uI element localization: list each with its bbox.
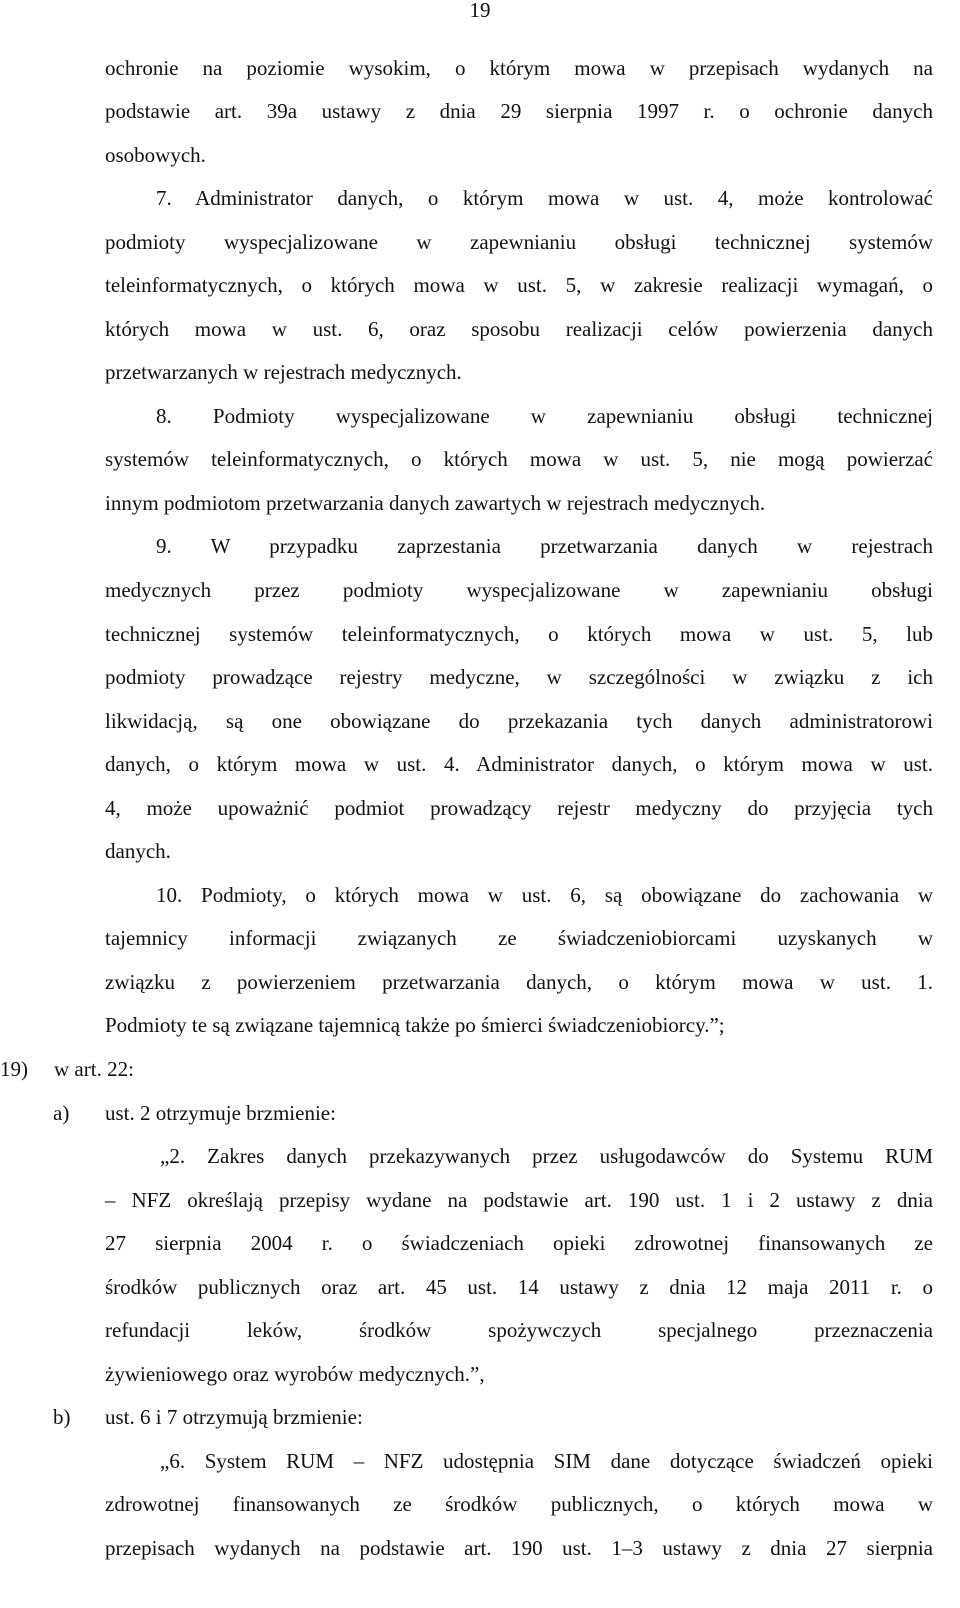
page-number: 19 xyxy=(469,0,491,22)
text-line: których mowa w ust. 6, oraz sposobu realizacji celów powierzenia danych xyxy=(105,317,933,341)
text-line: „2. Zakres danych przekazywanych przez usługodawców do Systemu RUM xyxy=(160,1144,933,1168)
text-line: systemów teleinformatycznych, o których mowa w ust. 5, nie mogą powierzać xyxy=(105,447,933,471)
list-item-text: ust. 2 otrzymuje brzmienie: xyxy=(105,1101,336,1125)
text-line: technicznej systemów teleinformatycznych, o których mowa w ust. 5, lub xyxy=(105,622,933,646)
text-line: Podmioty te są związane tajemnicą także po śmierci świadczeniobiorcy.”; xyxy=(105,1013,725,1037)
list-item-text: w art. 22: xyxy=(54,1057,134,1081)
text-line: teleinformatycznych, o których mowa w ust. 5, w zakresie realizacji wymagań, o xyxy=(105,273,933,297)
text-line: 9. W przypadku zaprzestania przetwarzania danych w rejestrach xyxy=(156,534,933,558)
text-line: ochronie na poziomie wysokim, o którym mowa w przepisach wydanych na xyxy=(105,56,933,80)
list-marker: 19) xyxy=(0,1057,28,1081)
list-marker: b) xyxy=(53,1405,71,1429)
text-line: 7. Administrator danych, o którym mowa w ust. 4, może kontrolować xyxy=(156,186,933,210)
text-line: danych, o którym mowa w ust. 4. Administrator danych, o którym mowa w ust. xyxy=(105,752,933,776)
text-line: – NFZ określają przepisy wydane na podstawie art. 190 ust. 1 i 2 ustawy z dnia xyxy=(105,1188,933,1212)
text-line: osobowych. xyxy=(105,143,206,167)
text-line: podstawie art. 39a ustawy z dnia 29 sierpnia 1997 r. o ochronie danych xyxy=(105,99,933,123)
text-line: przepisach wydanych na podstawie art. 190 ust. 1–3 ustawy z dnia 27 sierpnia xyxy=(105,1536,933,1560)
text-line: przetwarzanych w rejestrach medycznych. xyxy=(105,360,462,384)
text-line: innym podmiotom przetwarzania danych zawartych w rejestrach medycznych. xyxy=(105,491,766,515)
text-line: środków publicznych oraz art. 45 ust. 14 ustawy z dnia 12 maja 2011 r. o xyxy=(105,1275,933,1299)
text-line: medycznych przez podmioty wyspecjalizowane w zapewnianiu obsługi xyxy=(105,578,933,602)
text-line: podmioty prowadzące rejestry medyczne, w szczególności w związku z ich xyxy=(105,665,933,689)
list-marker: a) xyxy=(53,1101,70,1125)
text-line: 10. Podmioty, o których mowa w ust. 6, są obowiązane do zachowania w xyxy=(156,883,933,907)
text-line: tajemnicy informacji związanych ze świadczeniobiorcami uzyskanych w xyxy=(105,926,933,950)
text-line: likwidacją, są one obowiązane do przekazania tych danych administratorowi xyxy=(105,709,933,733)
list-item-text: ust. 6 i 7 otrzymują brzmienie: xyxy=(105,1405,363,1429)
text-line: związku z powierzeniem przetwarzania danych, o którym mowa w ust. 1. xyxy=(105,970,933,994)
text-line: żywieniowego oraz wyrobów medycznych.”, xyxy=(105,1362,485,1386)
text-line: zdrowotnej finansowanych ze środków publicznych, o których mowa w xyxy=(105,1492,933,1516)
text-line: podmioty wyspecjalizowane w zapewnianiu obsługi technicznej systemów xyxy=(105,230,933,254)
text-line: 8. Podmioty wyspecjalizowane w zapewnianiu obsługi technicznej xyxy=(156,404,933,428)
text-line: refundacji leków, środków spożywczych specjalnego przeznaczenia xyxy=(105,1318,933,1342)
text-line: „6. System RUM – NFZ udostępnia SIM dane dotyczące świadczeń opieki xyxy=(160,1449,933,1473)
text-line: danych. xyxy=(105,839,171,863)
text-line: 4, może upoważnić podmiot prowadzący rejestr medyczny do przyjęcia tych xyxy=(105,796,933,820)
text-line: 27 sierpnia 2004 r. o świadczeniach opieki zdrowotnej finansowanych ze xyxy=(105,1231,933,1255)
